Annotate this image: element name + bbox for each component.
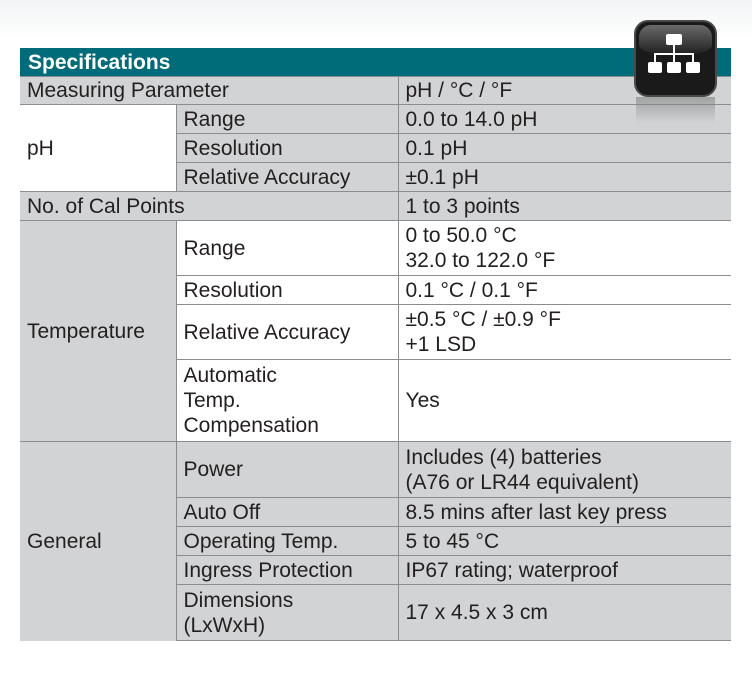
measuring-parameter-label: Measuring Parameter	[20, 77, 398, 105]
table-row-temp-range	[20, 221, 731, 276]
ph-accuracy-label: Relative Accuracy	[176, 163, 398, 192]
table-row-cal-points	[20, 192, 731, 221]
general-auto-off-value: 8.5 mins after last key press	[398, 498, 731, 527]
table-row-measuring-parameter	[20, 77, 731, 105]
temp-resolution-value: 0.1 °C / 0.1 °F	[398, 276, 731, 305]
cal-points-value: 1 to 3 points	[398, 192, 731, 221]
ph-range-label: Range	[176, 105, 398, 134]
table-row-ph-range	[20, 105, 731, 134]
sitemap-icon	[646, 30, 702, 84]
general-operating-temp-value: 5 to 45 °C	[398, 527, 731, 556]
general-power-value-line2: (A76 or LR44 equivalent)	[405, 470, 639, 494]
temp-range-value	[398, 221, 731, 276]
general-power-value-line1: Includes (4) batteries	[405, 445, 602, 469]
ph-resolution-value: 0.1 pH	[398, 134, 731, 163]
measuring-parameter-value: pH / °C / °F	[398, 77, 731, 105]
general-dimensions-label-line1: Dimensions	[183, 588, 294, 612]
temp-atc-label-line3: Compensation	[183, 414, 319, 437]
temp-range-label: Range	[176, 221, 398, 276]
general-group-label: General	[20, 442, 176, 641]
temp-accuracy-value-degrees: ±0.5 °C / ±0.9 °F	[405, 308, 561, 331]
temperature-group-label: Temperature	[20, 221, 176, 442]
general-operating-temp-label: Operating Temp.	[176, 527, 398, 556]
icon-badge	[634, 20, 717, 97]
table-row-general-power	[20, 442, 731, 498]
icon-badge-reflection	[636, 97, 715, 133]
temp-range-value-celsius: 0 to 50.0 °C	[405, 224, 517, 247]
temp-accuracy-value	[398, 305, 731, 360]
table-title-row	[20, 48, 731, 77]
temp-atc-label-line2: Temp.	[183, 389, 241, 412]
general-ingress-label: Ingress Protection	[176, 556, 398, 585]
temp-atc-value: Yes	[398, 360, 731, 442]
cal-points-label: No. of Cal Points	[20, 192, 398, 221]
ph-accuracy-value: ±0.1 pH	[398, 163, 731, 192]
general-power-label: Power	[176, 442, 398, 498]
general-dimensions-value: 17 x 4.5 x 3 cm	[398, 585, 731, 641]
general-ingress-value: IP67 rating; waterproof	[398, 556, 731, 585]
table-title: Specifications	[20, 48, 731, 77]
specifications-table	[20, 48, 731, 641]
temp-accuracy-value-lsd: +1 LSD	[405, 333, 477, 356]
temp-accuracy-label: Relative Accuracy	[176, 305, 398, 360]
general-power-value	[398, 442, 731, 498]
general-dimensions-label-line2: (LxWxH)	[183, 613, 266, 637]
temp-atc-label-line1: Automatic	[183, 364, 277, 387]
ph-resolution-label: Resolution	[176, 134, 398, 163]
ph-group-label: pH	[20, 105, 176, 192]
ph-range-value: 0.0 to 14.0 pH	[398, 105, 731, 134]
temp-atc-label	[176, 360, 398, 442]
temp-range-value-fahrenheit: 32.0 to 122.0 °F	[405, 249, 556, 272]
general-auto-off-label: Auto Off	[176, 498, 398, 527]
temp-resolution-label: Resolution	[176, 276, 398, 305]
general-dimensions-label	[176, 585, 398, 641]
